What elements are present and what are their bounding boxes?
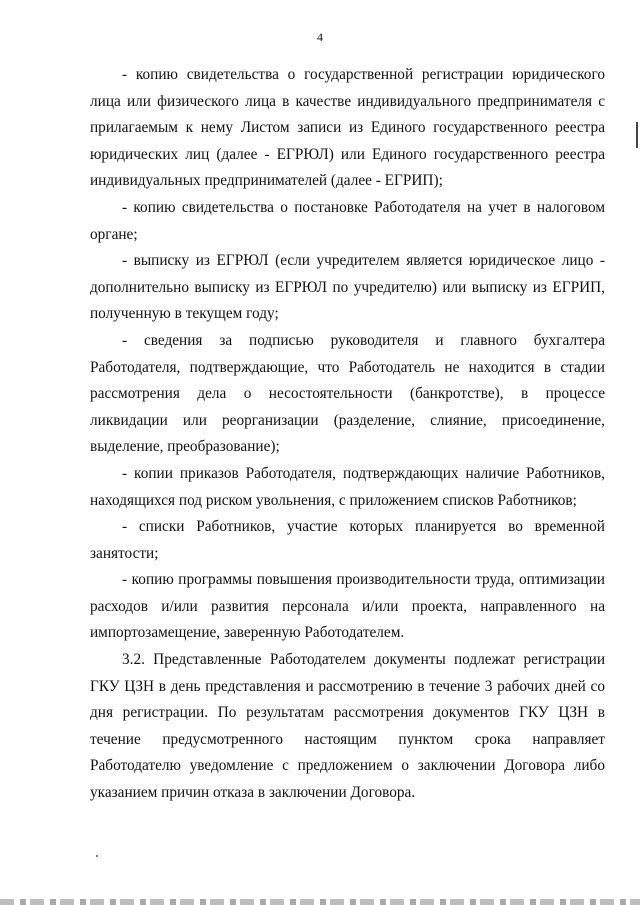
scan-speck: [96, 855, 98, 857]
list-item-orders-copies: - копии приказов Работодателя, подтверждающих наличие Работников, находящихся под риском увольнения, с приложением списков Работников;: [90, 464, 605, 509]
list-item-egrul-certificate: - копию свидетельства о государственной регистрации юридического лица или физического лица в качестве индивидуального предпринимателя с прилагаемым к нему Листом записи из Единого государственного реестра юридических лиц (далее - ЕГРЮЛ) или Единого государственного реестра индивидуальных предпринимателей (далее - ЕГРИП);: [90, 66, 605, 190]
list-item-employee-lists: - списки Работников, участие которых планируется во временной занятости;: [90, 518, 605, 562]
scan-edge-artifact: [0, 899, 640, 905]
list-item-egrul-extract: - выписку из ЕГРЮЛ (если учредителем является юридическое лицо - дополнительно выписку из ЕГРЮЛ по учредителю) или выписку из ЕГРИП, полученную в текущем году;: [90, 252, 605, 323]
scan-margin-mark: [636, 122, 638, 148]
list-item-productivity-program: - копию программы повышения производительности труда, оптимизации расходов и/или развития персонала и/или проекта, направленного на импортозамещение, заверенную Работодателем.: [90, 571, 605, 642]
list-item-tax-registration: - копию свидетельства о постановке Работодателя на учет в налоговом органе;: [90, 198, 605, 243]
page-number: 4: [317, 30, 323, 44]
list-item-insolvency-statement: - сведения за подписью руководителя и главного бухгалтера Работодателя, подтверждающие, что Работодатель не находится в стадии рассмотрения дела о несостоятельности (банкротстве), в процессе ликвидации или реорганизации (разделение, слияние, присоединение, выделение, преобразование);: [90, 331, 605, 456]
document-body: [90, 62, 605, 807]
section-3-2-paragraph: 3.2. Представленные Работодателем документы подлежат регистрации ГКУ ЦЗН в день представления и рассмотрению в течение 3 рабочих дней со дня регистрации. По результатам рассмотрения документов ГКУ ЦЗН в течение предусмотренного настоящим пунктом срока направляет Работодателю уведомление с предложением о заключении Договора либо указанием причин отказа в заключении Договора.: [90, 651, 605, 802]
